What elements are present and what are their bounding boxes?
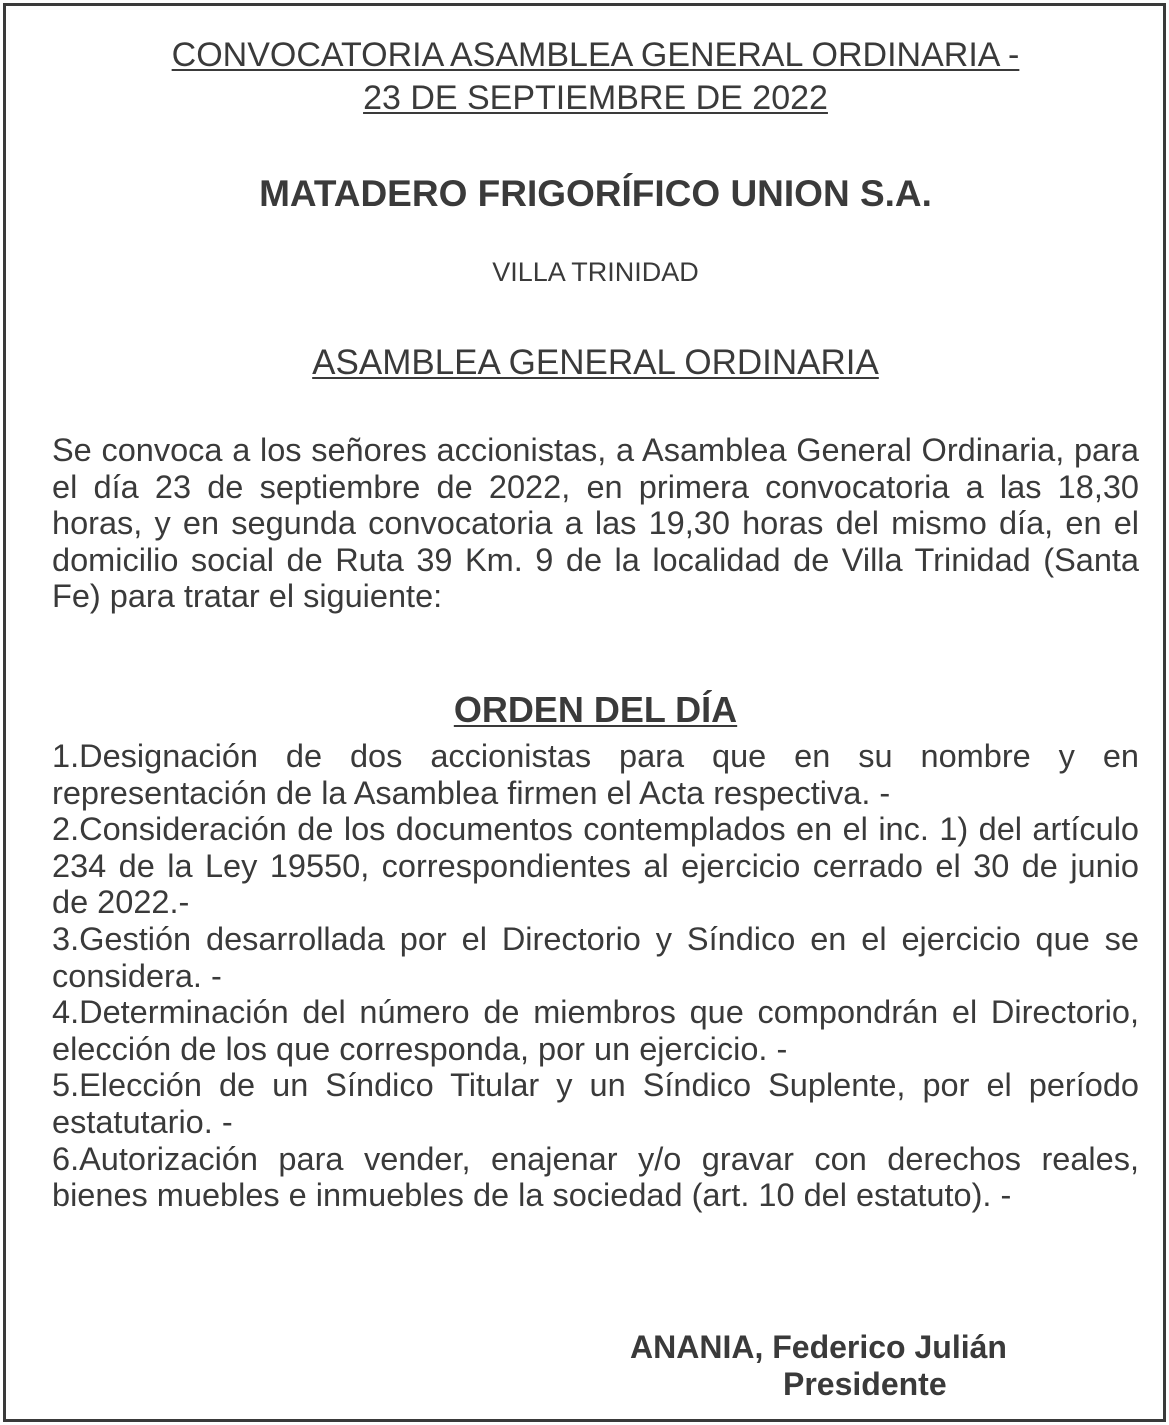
- agenda-title: ORDEN DEL DÍA: [453, 689, 738, 730]
- signature-role: Presidente: [783, 1366, 947, 1402]
- header-line-2: 23 DE SEPTIEMBRE DE 2022: [363, 79, 828, 117]
- notice-content: [52, 34, 1139, 1402]
- company-name: MATADERO FRIGORÍFICO UNION S.A.: [259, 173, 932, 214]
- locality: VILLA TRINIDAD: [492, 257, 699, 287]
- agenda-item: 6.Autorización para vender, enajenar y/o gravar con derechos reales, bienes muebles e inmuebles de la sociedad (art. 10 del estatuto). -: [52, 1140, 1139, 1214]
- signature-name: ANANIA, Federico Julián: [630, 1329, 1007, 1365]
- notice-frame: [3, 3, 1166, 1422]
- section-title: ASAMBLEA GENERAL ORDINARIA: [312, 343, 879, 382]
- agenda-list: [52, 738, 1139, 1214]
- intro-paragraph: Se convoca a los señores accionistas, a Asamblea General Ordinaria, para el día 23 de septiembre de 2022, en primera convocatoria a las 18,30 horas, y en segunda convocatoria a las 19,30 horas del mismo día, en el domicilio social de Ruta 39 Km. 9 de la localidad de Villa Trinidad (Santa Fe) para tratar el siguiente:: [52, 432, 1139, 615]
- notice-header: [52, 34, 1139, 120]
- header-line-1: CONVOCATORIA ASAMBLEA GENERAL ORDINARIA -: [171, 36, 1020, 74]
- agenda-item: 1.Designación de dos accionistas para que en su nombre y en representación de la Asamblea firmen el Acta respectiva. -: [52, 738, 1139, 811]
- agenda-item: 5.Elección de un Síndico Titular y un Síndico Suplente, por el período estatutario. -: [52, 1067, 1139, 1140]
- agenda-item: 4.Determinación del número de miembros que compondrán el Directorio, elección de los que corresponda, por un ejercicio. -: [52, 994, 1139, 1067]
- agenda-item: 2.Consideración de los documentos contemplados en el inc. 1) del artículo 234 de la Ley 19550, correspondientes al ejercicio cerrado el 30 de junio de 2022.-: [52, 811, 1139, 921]
- agenda-item: 3.Gestión desarrollada por el Directorio y Síndico en el ejercicio que se considera. -: [52, 920, 1139, 994]
